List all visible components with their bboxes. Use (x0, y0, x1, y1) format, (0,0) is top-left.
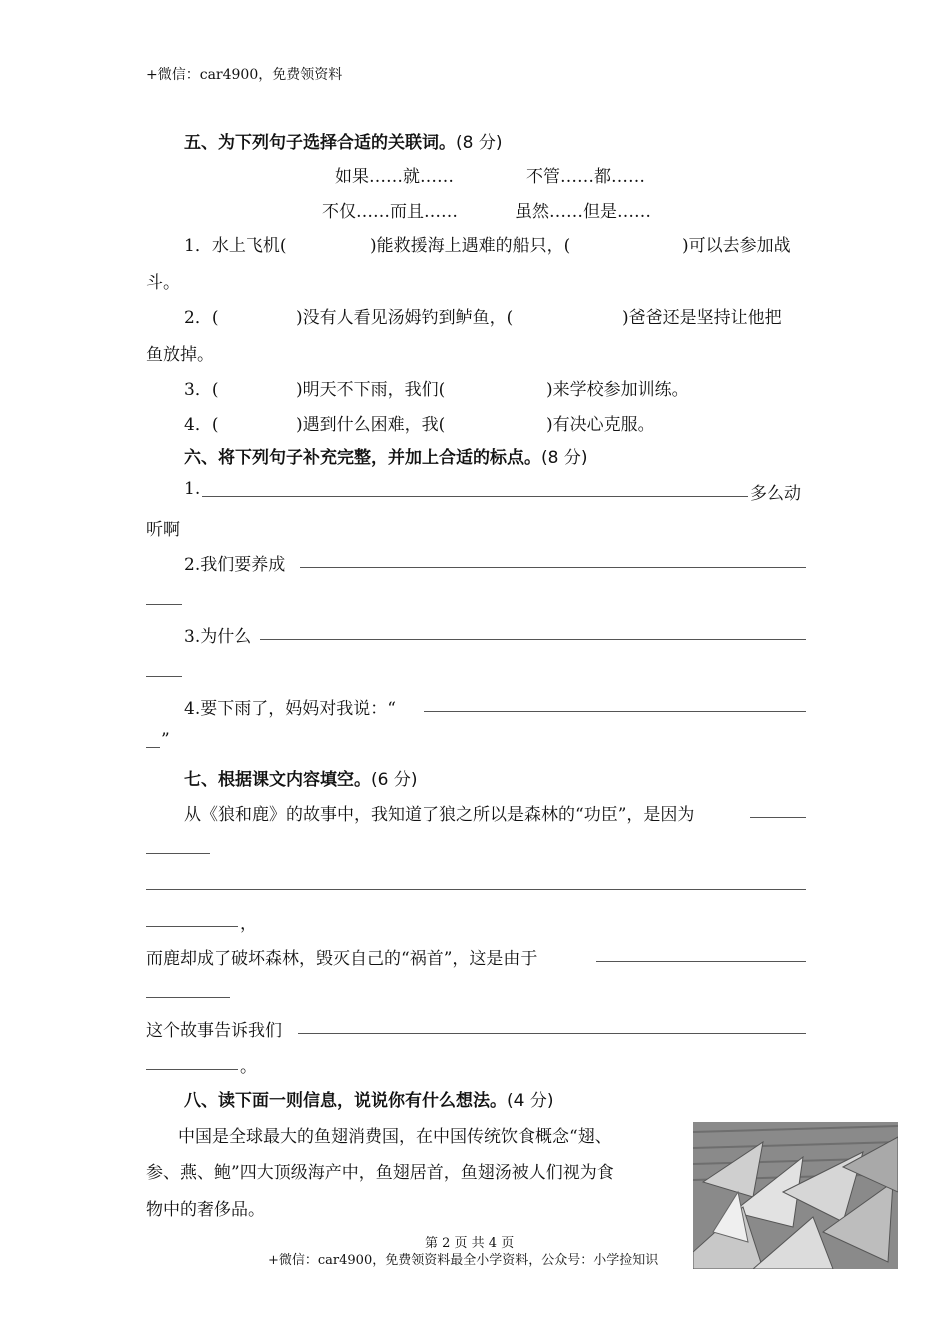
s7-sentence-2: 而鹿却成了破坏森林，毁灭自己的“祸首”，这是由于 (146, 949, 538, 969)
option-1: 如果……就…… (335, 167, 454, 187)
section7-title: 七、根据课文内容填空。(6 分) (184, 770, 418, 790)
s7-comma: ， (240, 914, 257, 934)
s5-q1-part-b: )能救援海上遇难的船只，( (370, 236, 571, 256)
s8-line-2: 参、燕、鲍”四大顶级海产中，鱼翅居首，鱼翅汤被人们视为食 (146, 1163, 614, 1183)
answer-blank[interactable] (750, 817, 806, 818)
page-number: 第 2 页 共 4 页 (425, 1236, 515, 1251)
answer-blank[interactable] (146, 604, 182, 605)
section5-title: 五、为下列句子选择合适的关联词。(8 分) (184, 133, 503, 153)
s8-line-3: 物中的奢侈品。 (146, 1200, 265, 1220)
option-4: 虽然……但是…… (515, 202, 651, 222)
s5-q1-part-c: )可以去参加战 (682, 236, 791, 256)
s5-q1-part-a: 1．水上飞机( (184, 236, 287, 256)
s5-q2-part-c: )爸爸还是坚持让他把 (622, 308, 782, 328)
s6-q1-continuation: 听啊 (146, 520, 180, 540)
s5-q4-part-c: )有决心克服。 (546, 415, 655, 435)
answer-blank[interactable] (260, 639, 806, 640)
s6-q4-text: 4.要下雨了，妈妈对我说：“ (184, 699, 396, 719)
s5-q1-part-d: 斗。 (146, 273, 180, 293)
s6-q1-text: 多么动 (750, 484, 801, 504)
s5-q4-part-a: 4．( (184, 415, 219, 435)
s5-q2-part-a: 2．( (184, 308, 219, 328)
answer-blank[interactable] (146, 889, 806, 890)
answer-blank[interactable] (146, 747, 160, 748)
page-footer: +微信：car4900，免费领资料最全小学资料，公众号：小学捡知识 (268, 1253, 659, 1268)
answer-blank[interactable] (146, 926, 238, 927)
s5-q2-part-b: )没有人看见汤姆钓到鲈鱼，( (296, 308, 514, 328)
s6-q3-text: 3.为什么 (184, 627, 252, 647)
s5-q4-part-b: )遇到什么困难，我( (296, 415, 446, 435)
answer-blank[interactable] (146, 676, 182, 677)
s5-q3-part-a: 3．( (184, 380, 219, 400)
s7-sentence-3: 这个故事告诉我们 (146, 1021, 282, 1041)
shark-fin-photo (693, 1122, 898, 1269)
s5-q3-part-c: )来学校参加训练。 (546, 380, 689, 400)
s6-q4-close-quote: ” (161, 730, 170, 750)
answer-blank[interactable] (298, 1033, 806, 1034)
answer-blank[interactable] (146, 1069, 238, 1070)
s7-sentence-1: 从《狼和鹿》的故事中，我知道了狼之所以是森林的“功臣”，是因为 (184, 805, 695, 825)
s5-q3-part-b: )明天不下雨，我们( (296, 380, 446, 400)
section8-title: 八、读下面一则信息，说说你有什么想法。(4 分) (184, 1091, 554, 1111)
answer-blank[interactable] (146, 997, 230, 998)
s6-q2-text: 2.我们要养成 (184, 555, 286, 575)
answer-blank[interactable] (596, 961, 806, 962)
option-2: 不管……都…… (526, 167, 645, 187)
section6-title: 六、将下列句子补充完整，并加上合适的标点。(8 分) (184, 448, 588, 468)
answer-blank[interactable] (424, 711, 806, 712)
s8-line-1: 中国是全球最大的鱼翅消费国，在中国传统饮食概念“翅、 (178, 1127, 612, 1147)
option-3: 不仅……而且…… (322, 202, 458, 222)
page-header: +微信：car4900，免费领资料 (146, 67, 343, 83)
s6-q1-number: 1. (184, 479, 201, 499)
answer-blank[interactable] (300, 567, 806, 568)
answer-blank[interactable] (202, 496, 748, 497)
s7-period: 。 (240, 1057, 257, 1077)
s5-q2-part-d: 鱼放掉。 (146, 345, 214, 365)
answer-blank[interactable] (146, 853, 210, 854)
